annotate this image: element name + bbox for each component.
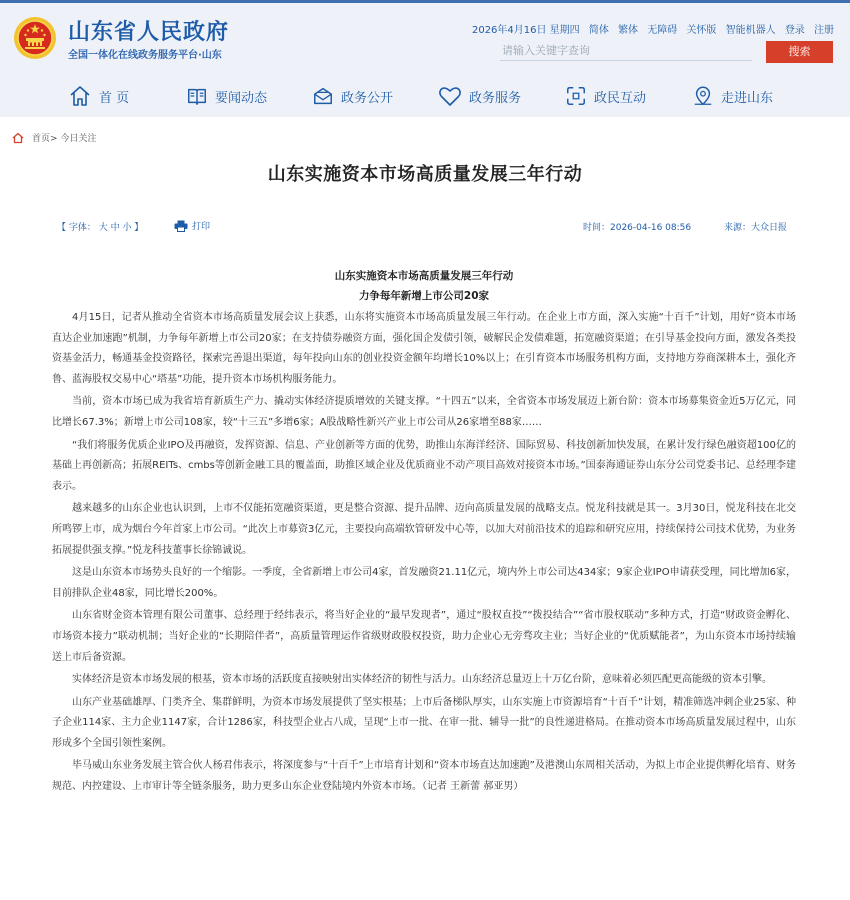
- article-meta: [583, 220, 787, 233]
- font-size-control[interactable]: 【 字体： 大 中 小 】: [57, 223, 144, 233]
- breadcrumb-home-icon: [12, 132, 24, 144]
- top-links-bar: [466, 21, 834, 36]
- main-nav: [0, 78, 850, 114]
- current-date: 2026年4月16日 星期四: [471, 25, 580, 36]
- breadcrumb-home-link[interactable]: 首页>: [32, 134, 58, 144]
- print-label: 打印: [192, 222, 211, 232]
- article-paragraph: 山东产业基础雄厚、门类齐全、集群鲜明，为资本市场发展提供了坚实根基；上市后备梯队厚实，山东实施上市资源培育“十百千”计划，精准筛选冲刺企业25家、种子企业114家、主力企业1147家，合计1286家，科技型企业占八成，呈现“上市一批、在审一批、辅导一批”的良性递进格局。在推动资本市场高质量发展过程中，山东形成多个全国引领性案例。: [52, 696, 796, 749]
- heart-icon: [438, 85, 462, 107]
- nav-item-label: 要闻动态: [215, 90, 268, 106]
- link-login[interactable]: 登录: [784, 25, 805, 36]
- breadcrumb: [12, 131, 97, 144]
- nav-item-gov-info[interactable]: [312, 81, 393, 111]
- link-traditional[interactable]: 繁体: [618, 25, 639, 36]
- site-header: [0, 0, 850, 117]
- article-paragraph: “我们将服务优质企业IPO及再融资，发挥资源、信息、产业创新等方面的优势，助推山东海洋经济、国际贸易、科技创新加快发展，在累计发行绿色融资超100亿的基础上再创新高；拓展REITs、cmbs等创新金融工具的覆盖面，助推区域企业及优质商业不动产项目高效对接资本市场。”国泰海通证券山东分公司党委书记、总经理李建表示。: [52, 439, 796, 492]
- article-paragraph: 当前，资本市场已成为我省培育新质生产力、撬动实体经济提质增效的关键支撑。“十四五”以来，全省资本市场发展迈上新台阶：资本市场募集资金近5万亿元，同比增长67.3%；新增上市公司108家，较“十三五”多增6家；A股战略性新兴产业上市公司从26家增至88家……: [52, 396, 796, 428]
- publish-time: 时间：2026-04-16 08:56: [583, 223, 692, 233]
- map-pin-icon: [692, 85, 714, 107]
- nav-item-label: 政务服务: [469, 90, 522, 106]
- link-care-version[interactable]: 关怀版: [686, 25, 717, 36]
- search-input[interactable]: [500, 41, 752, 61]
- link-register[interactable]: 注册: [814, 25, 834, 36]
- article-subtitle: 山东实施资本市场高质量发展三年行动: [334, 270, 514, 282]
- nav-item-gov-service[interactable]: [438, 81, 521, 111]
- search-button[interactable]: 搜索: [766, 41, 833, 63]
- home-icon: [68, 84, 92, 108]
- breadcrumb-current[interactable]: 今日关注: [60, 134, 97, 144]
- site-slogan: 全国一体化在线政务服务平台·山东: [68, 50, 222, 61]
- article-paragraph: 越来越多的山东企业也认识到，上市不仅能拓宽融资渠道，更是整合资源、提升品牌、迈向高质量发展的战略支点。悦龙科技就是其一。3月30日，悦龙科技在北交所鸣锣上市，成为烟台今年首家上市公司。“此次上市募资3亿元，主要投向高端软管研发中心等，以加大对前沿技术的追踪和研究应用，持续保持公司技术优势，为业务拓展提供强支撑。”悦龙科技董事长徐锦诚说。: [52, 503, 796, 556]
- article-subheading: 力争每年新增上市公司20家: [358, 290, 490, 302]
- article-paragraph: 毕马威山东业务发展主管合伙人杨君伟表示，将深度参与“十百千”上市培育计划和“资本市场直达加速跑”及港澳山东周相关活动，为拟上市企业提供孵化培育、财务规范、内控建设、上市审计等全链条服务，助力更多山东企业登陆境内外资本市场。（记者 王新蕾 郝亚男）: [52, 760, 796, 793]
- article-paragraph: 实体经济是资本市场发展的根基，资本市场的活跃度直接映射出实体经济的韧性与活力。山东经济总量迈上十万亿台阶，意味着必须匹配更高能级的资本引擎。: [72, 674, 772, 686]
- nav-item-label: 政务公开: [341, 90, 394, 106]
- article-paragraph: 4月15日，记者从推动全省资本市场高质量发展会议上获悉，山东将实施资本市场高质量发展三年行动。在企业上市方面，深入实施“十百千”计划，用好“资本市场直达企业加速跑”机制，力争每年新增上市公司20家；在支持债券融资方面，强化国企发债引领，破解民企发债难题，拓宽融资渠道；在引导基金投向方面，激发各类投资基金活力，畅通基金投资路径，探索完善退出渠道，每年投向山东的创业投资金额年均增长10%以上；在引育资本市场服务机构方面，支持地方券商深耕本土，强化齐鲁、蓝海股权交易中心“塔基”功能，提升资本市场机构服务能力。: [52, 312, 796, 385]
- print-button[interactable]: [174, 219, 210, 232]
- article-paragraph: 这是山东资本市场势头良好的一个缩影。一季度，全省新增上市公司4家，首发融资21.11亿元，境内外上市公司达434家；9家企业IPO申请获受理，同比增加6家，目前排队企业48家，同比增长200%。: [52, 567, 796, 599]
- link-icon: [565, 85, 587, 107]
- nav-item-label: 首 页: [99, 90, 130, 106]
- national-emblem-icon: [13, 16, 57, 60]
- article-title: 山东实施资本市场高质量发展三年行动: [267, 164, 583, 185]
- book-icon: [186, 85, 208, 107]
- site-name[interactable]: 山东省人民政府: [68, 20, 230, 45]
- nav-item-about-shandong[interactable]: [692, 81, 773, 111]
- nav-item-interaction[interactable]: [565, 81, 646, 111]
- nav-item-label: 政民互动: [594, 90, 647, 106]
- header-top-border: [0, 0, 850, 3]
- mail-icon: [312, 85, 334, 107]
- link-smart-robot[interactable]: 智能机器人: [725, 25, 776, 36]
- nav-item-home[interactable]: [68, 81, 129, 111]
- article-paragraph: 山东省财金资本管理有限公司董事、总经理于经纬表示，将当好企业的“最早发现者”，通过“股权直投”“拨投结合”“省市股权联动”多种方式，打造“财政资金孵化、市场资本接力”联动机制；当好企业的“长期陪伴者”，高质量管理运作省级财政股权投资，助力企业心无旁骛攻主业；当好企业的“优质赋能者”，为山东资本市场持续输送上市后备资源。: [52, 610, 796, 663]
- printer-icon: [174, 220, 188, 232]
- link-accessibility[interactable]: 无障碍: [647, 25, 678, 36]
- nav-item-label: 走进山东: [721, 90, 774, 106]
- article-source: 来源：大众日报: [723, 223, 787, 233]
- nav-item-news[interactable]: [186, 81, 267, 111]
- link-simplified[interactable]: 简体: [588, 25, 609, 36]
- article-body: [52, 266, 796, 798]
